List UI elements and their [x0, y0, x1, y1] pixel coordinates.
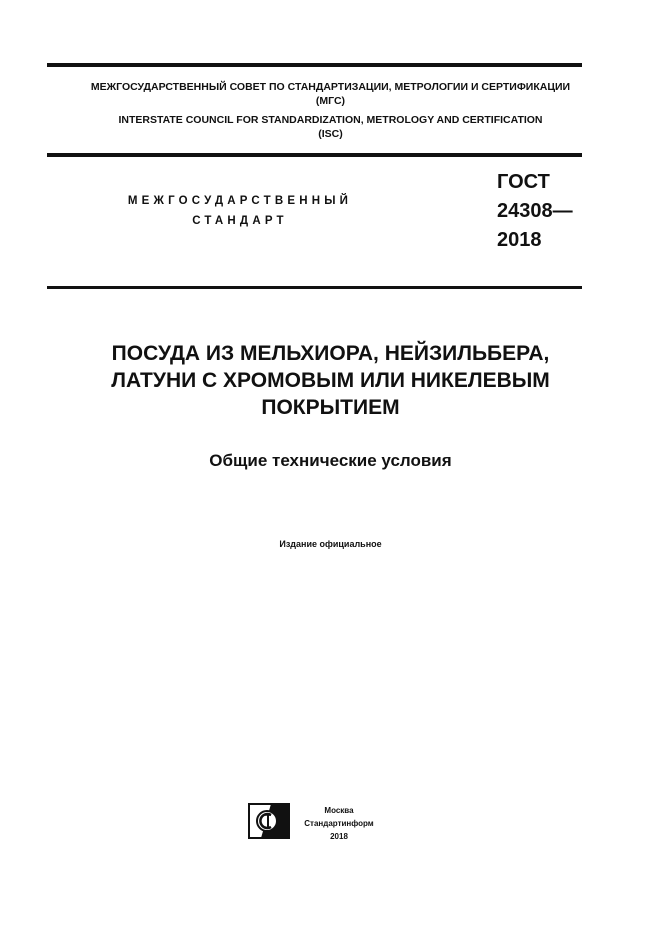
council-name-en-text: INTERSTATE COUNCIL FOR STANDARDIZATION, METROLOGY AND CERTIFICATION	[118, 114, 543, 126]
document-title-line2: ЛАТУНИ С ХРОМОВЫМ ИЛИ НИКЕЛЕВЫМ	[111, 369, 550, 392]
council-name-en	[47, 113, 614, 141]
gost-designation	[497, 168, 573, 255]
council-name-ru	[47, 80, 614, 108]
publisher-name: Стандартинформ	[304, 819, 374, 828]
council-abbr-en: (ISC)	[318, 128, 343, 140]
document-title	[47, 340, 614, 421]
publisher-city: Москва	[324, 806, 354, 815]
standartinform-logo-icon	[248, 803, 290, 839]
document-subtitle: Общие технические условия	[209, 451, 452, 470]
publisher-year: 2018	[330, 832, 348, 841]
document-title-line3: ПОКРЫТИЕМ	[261, 396, 400, 419]
council-name-ru-text: МЕЖГОСУДАРСТВЕННЫЙ СОВЕТ ПО СТАНДАРТИЗАЦИИ, МЕТРОЛОГИИ И СЕРТИФИКАЦИИ	[90, 81, 571, 93]
gost-prefix: ГОСТ	[497, 171, 550, 193]
top-rule	[47, 63, 582, 67]
gost-number: 24308—	[497, 200, 573, 222]
middle-rule	[47, 153, 582, 157]
standard-type-line2: СТАНДАРТ	[192, 215, 288, 227]
standard-type-line1: МЕЖГОСУДАРСТВЕННЫЙ	[127, 195, 353, 207]
document-title-line1: ПОСУДА ИЗ МЕЛЬХИОРА, НЕЙЗИЛЬБЕРА,	[111, 342, 550, 365]
edition-note: Издание официальное	[279, 539, 382, 549]
council-abbr-ru: (МГС)	[315, 95, 346, 107]
bottom-rule	[47, 286, 582, 289]
publisher-info	[296, 804, 382, 843]
gost-year: 2018	[497, 229, 542, 251]
